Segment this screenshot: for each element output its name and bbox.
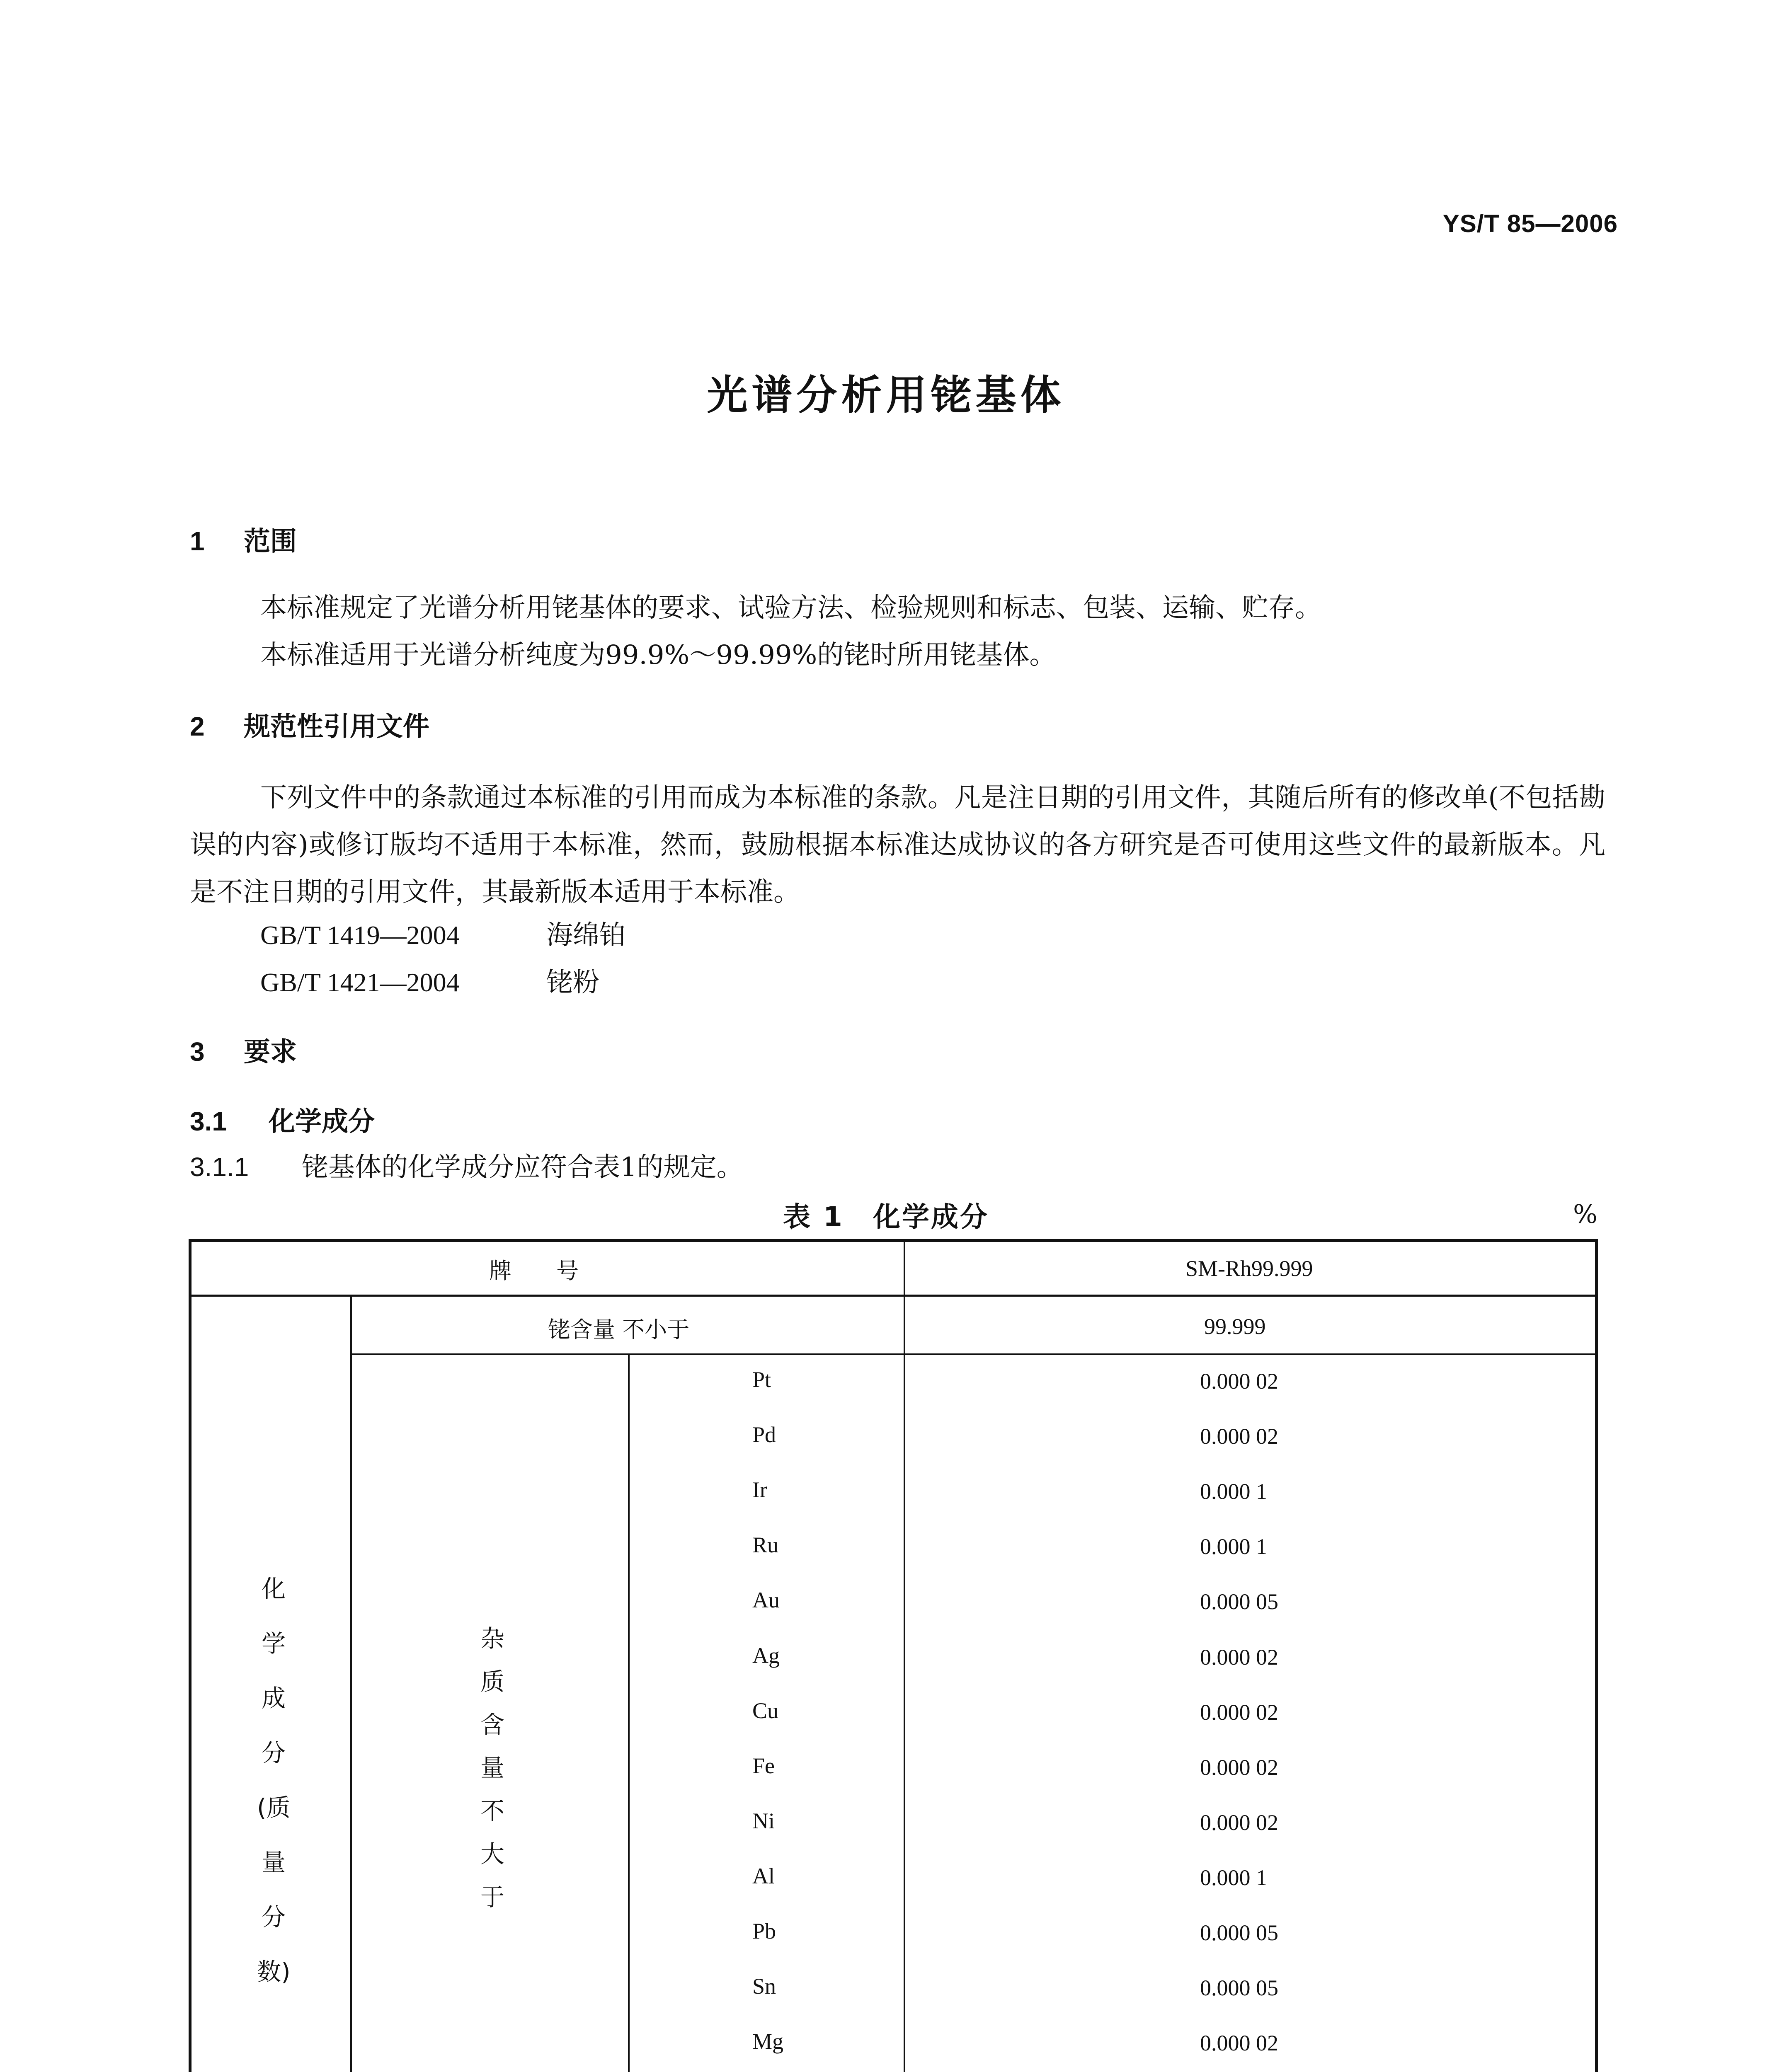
table-right-border [1595, 1239, 1598, 2072]
section-1-paragraph-2: 本标准适用于光谱分析纯度为99.9%～99.99%的铑时所用铑基体。 [260, 640, 1056, 670]
section-number: 1 [190, 526, 205, 556]
table-caption: 表 1 化学成分 [783, 1201, 989, 1233]
subsection-number: 3.1 [190, 1106, 227, 1136]
table-top-border [189, 1239, 1598, 1242]
impurity-element: Sn [752, 1974, 776, 1999]
impurity-element: Ag [752, 1643, 780, 1668]
reference-code: GB/T 1421—2004 [260, 968, 460, 997]
section-title: 范围 [244, 526, 297, 557]
table-rule-element-col [628, 1353, 630, 2072]
table-left-border [189, 1239, 192, 2072]
impurity-value: 0.000 02 [1200, 1424, 1278, 1449]
subsection-title: 化学成分 [269, 1106, 375, 1137]
impurity-element: Ni [752, 1808, 775, 1833]
impurity-value: 0.000 02 [1200, 2031, 1278, 2056]
rh-content-value: 99.999 [1204, 1314, 1266, 1339]
section-number: 2 [190, 712, 205, 741]
impurity-value: 0.000 05 [1200, 1920, 1278, 1945]
impurity-content-label: 杂质含量 不大于 [480, 1624, 529, 1911]
impurity-element: Pt [752, 1367, 771, 1392]
impurity-value: 0.000 02 [1200, 1810, 1278, 1835]
reference-code: GB/T 1419—2004 [260, 920, 460, 950]
section-number: 3 [190, 1037, 205, 1067]
table-rule-rh [350, 1353, 1598, 1355]
table-rule-value-col [904, 1239, 905, 2072]
rh-content-label: 铑含量 不小于 [548, 1317, 690, 1343]
chemical-composition-label: 化学成分(质量分数) [257, 1575, 291, 1986]
impurity-element: Al [752, 1863, 775, 1888]
reference-name: 海绵铂 [546, 920, 626, 951]
impurity-value: 0.000 1 [1200, 1865, 1267, 1890]
impurity-value: 0.000 05 [1200, 1589, 1278, 1615]
section-3-heading [190, 1031, 297, 1069]
table-rule-header [189, 1295, 1598, 1297]
impurity-element: Cu [752, 1698, 779, 1723]
section-1-paragraph-1: 本标准规定了光谱分析用铑基体的要求、试验方法、检验规则和标志、包装、运输、贮存。 [260, 593, 1321, 623]
document-title: 光谱分析用铑基体 [707, 372, 1065, 419]
table-header-grade: SM-Rh99.999 [1185, 1256, 1313, 1281]
impurity-element: Pd [752, 1422, 776, 1447]
subsection-3-1-heading [190, 1100, 375, 1138]
clause-number: 3.1.1 [190, 1152, 249, 1182]
clause-text: 铑基体的化学成分应符合表1的规定。 [302, 1152, 743, 1183]
reference-item [260, 914, 626, 952]
impurity-element: Au [752, 1588, 780, 1613]
impurity-element: Pb [752, 1919, 776, 1944]
section-1-heading [190, 520, 297, 558]
table-unit: % [1573, 1199, 1597, 1229]
impurity-value: 0.000 1 [1200, 1534, 1267, 1559]
impurity-element: Fe [752, 1753, 775, 1778]
reference-name: 铑粉 [546, 967, 599, 998]
table-header-grade-label: 牌 号 [489, 1258, 579, 1284]
impurity-value: 0.000 05 [1200, 1975, 1278, 2001]
table-rule-category-col [350, 1295, 352, 2072]
section-2-heading [190, 705, 429, 743]
impurity-value: 0.000 02 [1200, 1644, 1278, 1670]
impurity-value: 0.000 02 [1200, 1699, 1278, 1725]
reference-item [260, 961, 599, 999]
impurity-element: Ir [752, 1477, 767, 1503]
section-title: 规范性引用文件 [244, 712, 429, 742]
clause-3-1-1 [190, 1146, 743, 1184]
impurity-value: 0.000 02 [1200, 1369, 1278, 1394]
standard-code: YS/T 85—2006 [1442, 210, 1618, 237]
impurity-element: Ru [752, 1532, 779, 1558]
impurity-element: Mg [752, 2029, 784, 2054]
impurity-value: 0.000 1 [1200, 1479, 1267, 1504]
section-2-paragraph: 下列文件中的条款通过本标准的引用而成为本标准的条款。凡是注日期的引用文件，其随后所有的修改单(不包括勘误的内容)或修订版均不适用于本标准，然而，鼓励根据本标准达成协议的各方研究是否可使用这些文件的最新版本。凡是不注日期的引用文件，其最新版本适用于本标准。 [190, 782, 1605, 908]
impurity-value: 0.000 02 [1200, 1755, 1278, 1780]
section-title: 要求 [244, 1037, 297, 1067]
